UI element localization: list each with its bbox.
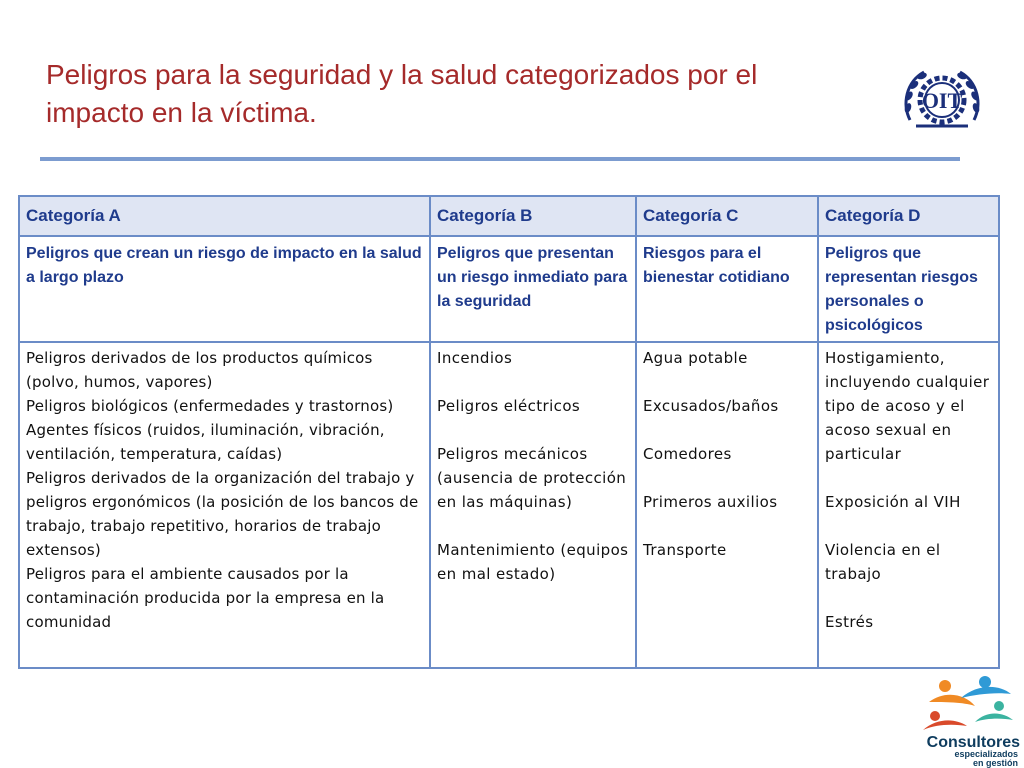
list-item: Peligros derivados de la organización del trabajo y peligros ergonómicos (la posición de los bancos de trabajo, trabajo repetitivo, horarios de trabajo extensos): [26, 469, 419, 559]
subheader-category-c: Riesgos para el bienestar cotidiano: [636, 236, 818, 342]
category-d-items: [818, 342, 999, 668]
category-c-items: [636, 342, 818, 668]
consultores-name: Consultores: [926, 734, 1020, 751]
header-category-c: Categoría C: [636, 196, 818, 236]
list-item: Violencia en el trabajo: [825, 541, 941, 583]
list-item: Hostigamiento, incluyendo cualquier tipo de acoso y el acoso sexual en particular: [825, 349, 990, 463]
list-item: Peligros derivados de los productos químicos (polvo, humos, vapores): [26, 349, 373, 391]
list-item: Incendios: [437, 349, 513, 367]
consultores-tagline: especializados en gestión: [954, 749, 1018, 768]
list-item: Primeros auxilios: [643, 493, 778, 511]
list-item: Agentes físicos (ruidos, iluminación, vibración, ventilación, temperatura, caídas): [26, 421, 385, 463]
list-item: Agua potable: [643, 349, 748, 367]
slide-title: [46, 56, 886, 132]
hazard-categories-table: [18, 195, 1000, 669]
header-category-d: Categoría D: [818, 196, 999, 236]
subheader-category-d: Peligros que representan riesgos personales o psicológicos: [818, 236, 999, 342]
header-category-b: Categoría B: [430, 196, 636, 236]
category-a-items: [19, 342, 430, 668]
list-item: Estrés: [825, 613, 874, 631]
list-item: Mantenimiento (equipos en mal estado): [437, 541, 629, 583]
slide-title-line1: Peligros para la seguridad y la salud categorizados por el: [46, 59, 758, 90]
oit-logo-icon: [898, 64, 986, 138]
oit-logo-text: OIT: [921, 88, 963, 113]
subheader-category-a: Peligros que crean un riesgo de impacto en la salud a largo plazo: [19, 236, 430, 342]
table-body-row: [19, 342, 999, 668]
list-item: Peligros para el ambiente causados por la contaminación producida por la empresa en la comunidad: [26, 565, 385, 631]
slide-title-line2: impacto en la víctima.: [46, 97, 317, 128]
list-item: Transporte: [643, 541, 727, 559]
list-item: Excusados/baños: [643, 397, 779, 415]
subheader-category-b: Peligros que presentan un riesgo inmediato para la seguridad: [430, 236, 636, 342]
list-item: Peligros eléctricos: [437, 397, 581, 415]
table-subheader-row: [19, 236, 999, 342]
list-item: Comedores: [643, 445, 732, 463]
list-item: Peligros biológicos (enfermedades y trastornos): [26, 397, 394, 415]
list-item: Peligros mecánicos (ausencia de protección en las máquinas): [437, 445, 627, 511]
header-category-a: Categoría A: [19, 196, 430, 236]
category-b-items: [430, 342, 636, 668]
table-header-row: [19, 196, 999, 236]
title-divider: [40, 157, 960, 161]
list-item: Exposición al VIH: [825, 493, 961, 511]
